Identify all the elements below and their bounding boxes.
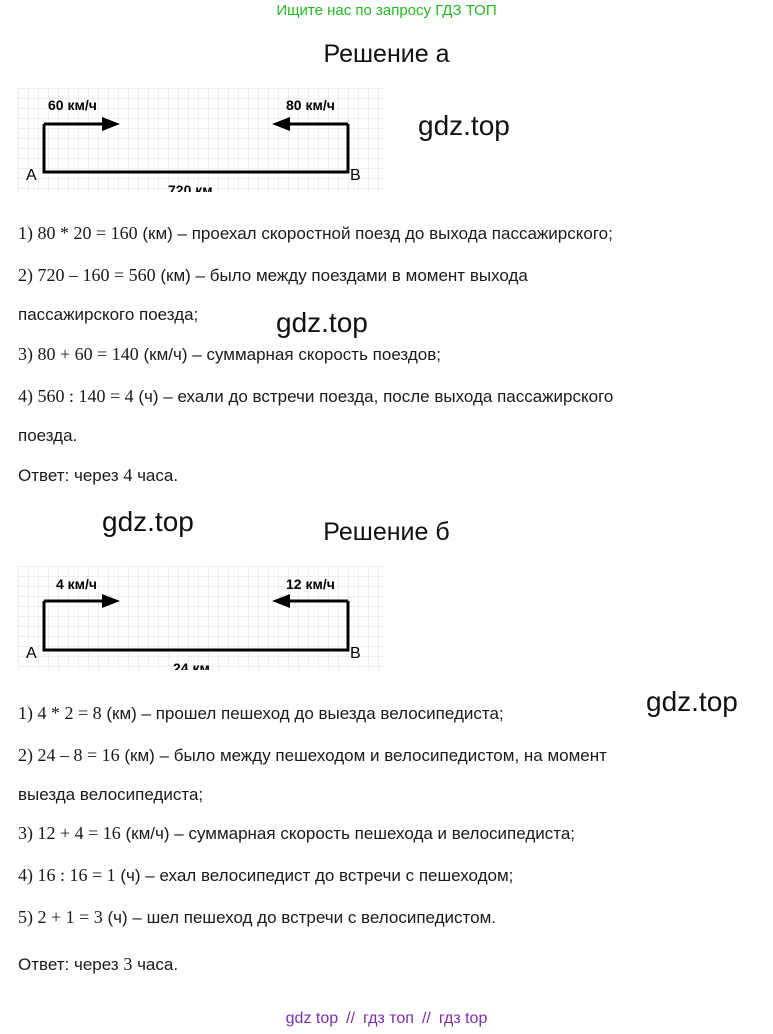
solution-b-diagram [18, 566, 384, 675]
solution-a-line-2: 2) 720 – 160 = 560 (км) – было между поездами в момент выхода [18, 265, 528, 285]
solution-a-line-2-cont: пассажирского поезда; [18, 305, 199, 324]
right-speed-label: 12 км/ч [286, 576, 335, 592]
point-a-label: A [26, 645, 37, 662]
point-b-label: B [350, 167, 361, 184]
footer-link-gdz-top-ru[interactable]: гдз топ [363, 1010, 414, 1027]
footer-links [0, 1010, 773, 1028]
solution-a-line-1: 1) 80 * 20 = 160 (км) – проехал скоростной поезд до выхода пассажирского; [18, 223, 613, 243]
search-banner[interactable]: Ищите нас по запросу ГДЗ ТОП [276, 2, 497, 19]
footer-link-gdz-top-mixed[interactable]: гдз top [438, 1010, 488, 1027]
watermark: gdz.top [646, 686, 738, 717]
right-speed-label: 80 км/ч [286, 97, 335, 113]
solution-a-line-4-cont: поезда. [18, 426, 78, 445]
solution-a-title: Решение а [323, 40, 450, 68]
watermark: gdz.top [102, 506, 194, 537]
left-speed-label: 4 км/ч [56, 576, 98, 592]
footer-separator: // [346, 1010, 356, 1027]
solution-a-answer: Ответ: через 4 часа. [18, 465, 179, 485]
solution-b-line-2-cont: выезда велосипедиста; [18, 785, 204, 804]
left-speed-label: 60 км/ч [48, 97, 97, 113]
point-b-label: B [350, 645, 361, 662]
solution-b-line-4: 4) 16 : 16 = 1 (ч) – ехал велосипедист до встречи с пешеходом; [18, 865, 514, 885]
point-a-label: A [26, 167, 37, 184]
solution-b-title: Решение б [323, 518, 450, 546]
watermark: gdz.top [418, 110, 510, 141]
footer-link-gdz-top[interactable]: gdz top [285, 1010, 339, 1027]
distance-label: 24 км [173, 660, 210, 670]
watermark: gdz.top [276, 307, 368, 338]
solution-b-line-5: 5) 2 + 1 = 3 (ч) – шел пешеход до встречи с велосипедистом. [18, 907, 497, 927]
solution-a-diagram [18, 88, 384, 197]
solution-b-line-1: 1) 4 * 2 = 8 (км) – прошел пешеход до выезда велосипедиста; [18, 703, 504, 723]
footer-separator: // [421, 1010, 431, 1027]
solution-a-line-4: 4) 560 : 140 = 4 (ч) – ехали до встречи поезда, после выхода пассажирского [18, 386, 614, 406]
solution-b-line-3: 3) 12 + 4 = 16 (км/ч) – суммарная скорость пешехода и велосипедиста; [18, 823, 576, 843]
distance-label: 720 км [168, 182, 213, 192]
solution-b-answer: Ответ: через 3 часа. [18, 954, 179, 974]
solution-a-line-3: 3) 80 + 60 = 140 (км/ч) – суммарная скорость поездов; [18, 344, 441, 364]
solution-b-line-2: 2) 24 – 8 = 16 (км) – было между пешеходом и велосипедистом, на момент [18, 745, 607, 765]
